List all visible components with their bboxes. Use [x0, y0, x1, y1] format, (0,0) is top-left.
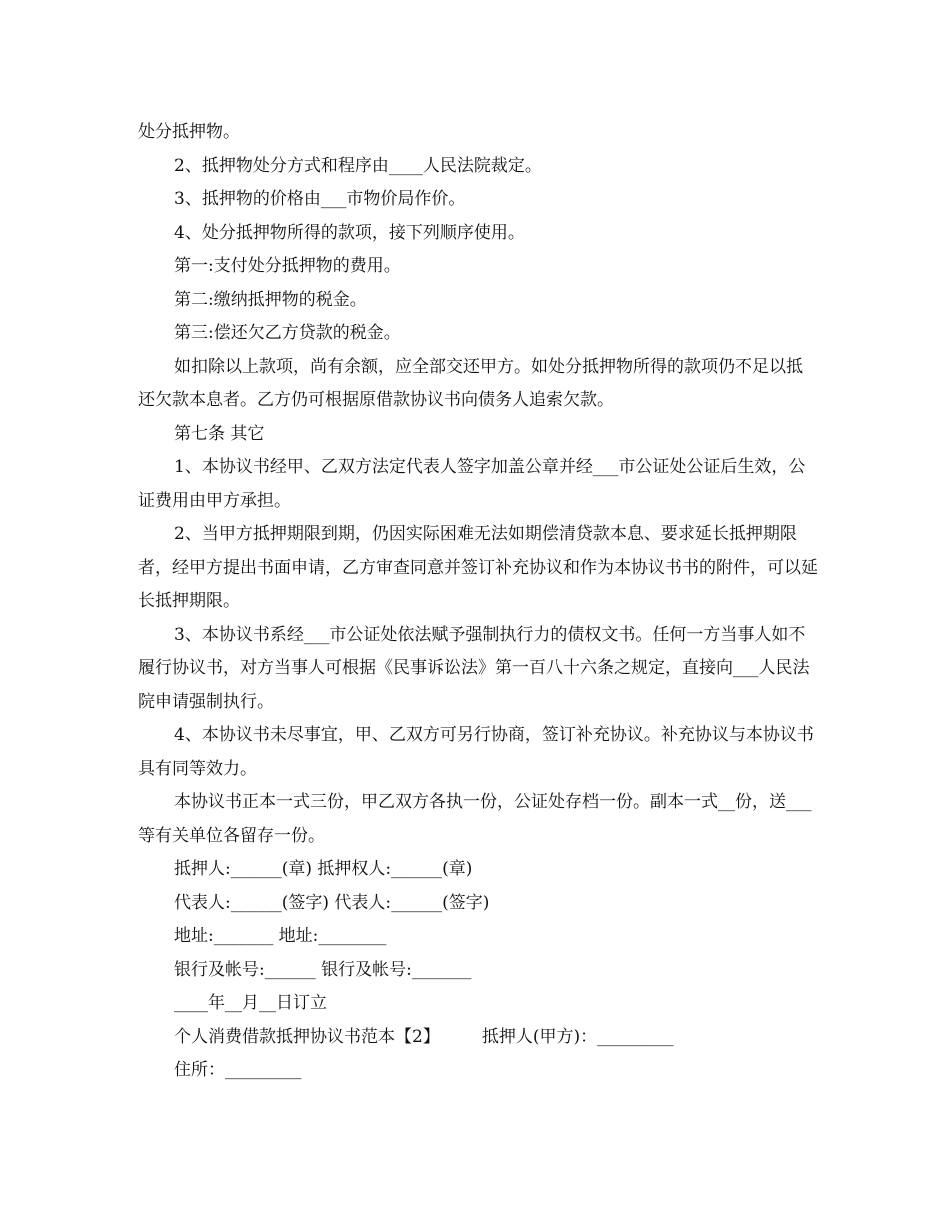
paragraph: 2、当甲方抵押期限到期，仍因实际困难无法如期偿清贷款本息、要求延长抵押期限者，经甲方提出书面申请，乙方审查同意并签订补充协议和作为本协议书书的附件，可以延长抵押期限。 [138, 524, 818, 611]
signature-line: 抵押人:______(章) 抵押权人:______(章) [174, 859, 473, 879]
paragraph: 第一:支付处分抵押物的费用。 [174, 256, 401, 276]
section-heading: 第七条 其它 [174, 423, 265, 444]
paragraph: 4、本协议书未尽事宜，甲、乙双方可另行协商，签订补充协议。补充协议与本协议书具有同等效力。 [138, 725, 814, 779]
paragraph: 本协议书正本一式三份，甲乙双方各执一份，公证处存档一份。副本一式__份，送___等有关单位各留存一份。 [138, 792, 812, 846]
signature-line: 代表人:______(签字) 代表人:______(签字) [174, 892, 490, 913]
template-title: 个人消费借款抵押协议书范本【2】 [174, 1026, 440, 1047]
paragraph: 处分抵押物。 [138, 122, 240, 142]
bank-account-line: 银行及帐号:______ 银行及帐号:_______ [174, 959, 472, 980]
paragraph: 第三:偿还欠乙方贷款的税金。 [174, 323, 401, 343]
paragraph: 第二:缴纳抵押物的税金。 [174, 289, 367, 310]
address-line: 地址:_______ 地址:________ [174, 926, 387, 946]
date-line: ____年__月__日订立 [174, 993, 327, 1013]
next-template-line [138, 1021, 818, 1055]
document-body [138, 116, 818, 1088]
paragraph: 4、处分抵押物所得的款项，接下列顺序使用。 [174, 222, 525, 243]
paragraph: 如扣除以上款项，尚有余额，应全部交还甲方。如处分抵押物所得的款项仍不足以抵还欠款本息者。乙方仍可根据原借款协议书向债务人追索欠款。 [138, 356, 803, 410]
mortgagor-field: 抵押人(甲方)：_________ [481, 1026, 674, 1047]
paragraph: 2、抵押物处分方式和程序由____人民法院裁定。 [174, 155, 542, 176]
paragraph: 1、本协议书经甲、乙双方法定代表人签字加盖公章并经___市公证处公证后生效，公证费用由甲方承担。 [138, 457, 806, 511]
paragraph: 3、本协议书系经___市公证处依法赋予强制执行力的债权文书。任何一方当事人如不履行协议书，对方当事人可根据《民事诉讼法》第一百八十六条之规定，直接向___人民法院申请强制执行。 [138, 624, 810, 712]
residence-line: 住所：_________ [174, 1060, 302, 1080]
paragraph: 3、抵押物的价格由___市物价局作价。 [174, 189, 466, 209]
